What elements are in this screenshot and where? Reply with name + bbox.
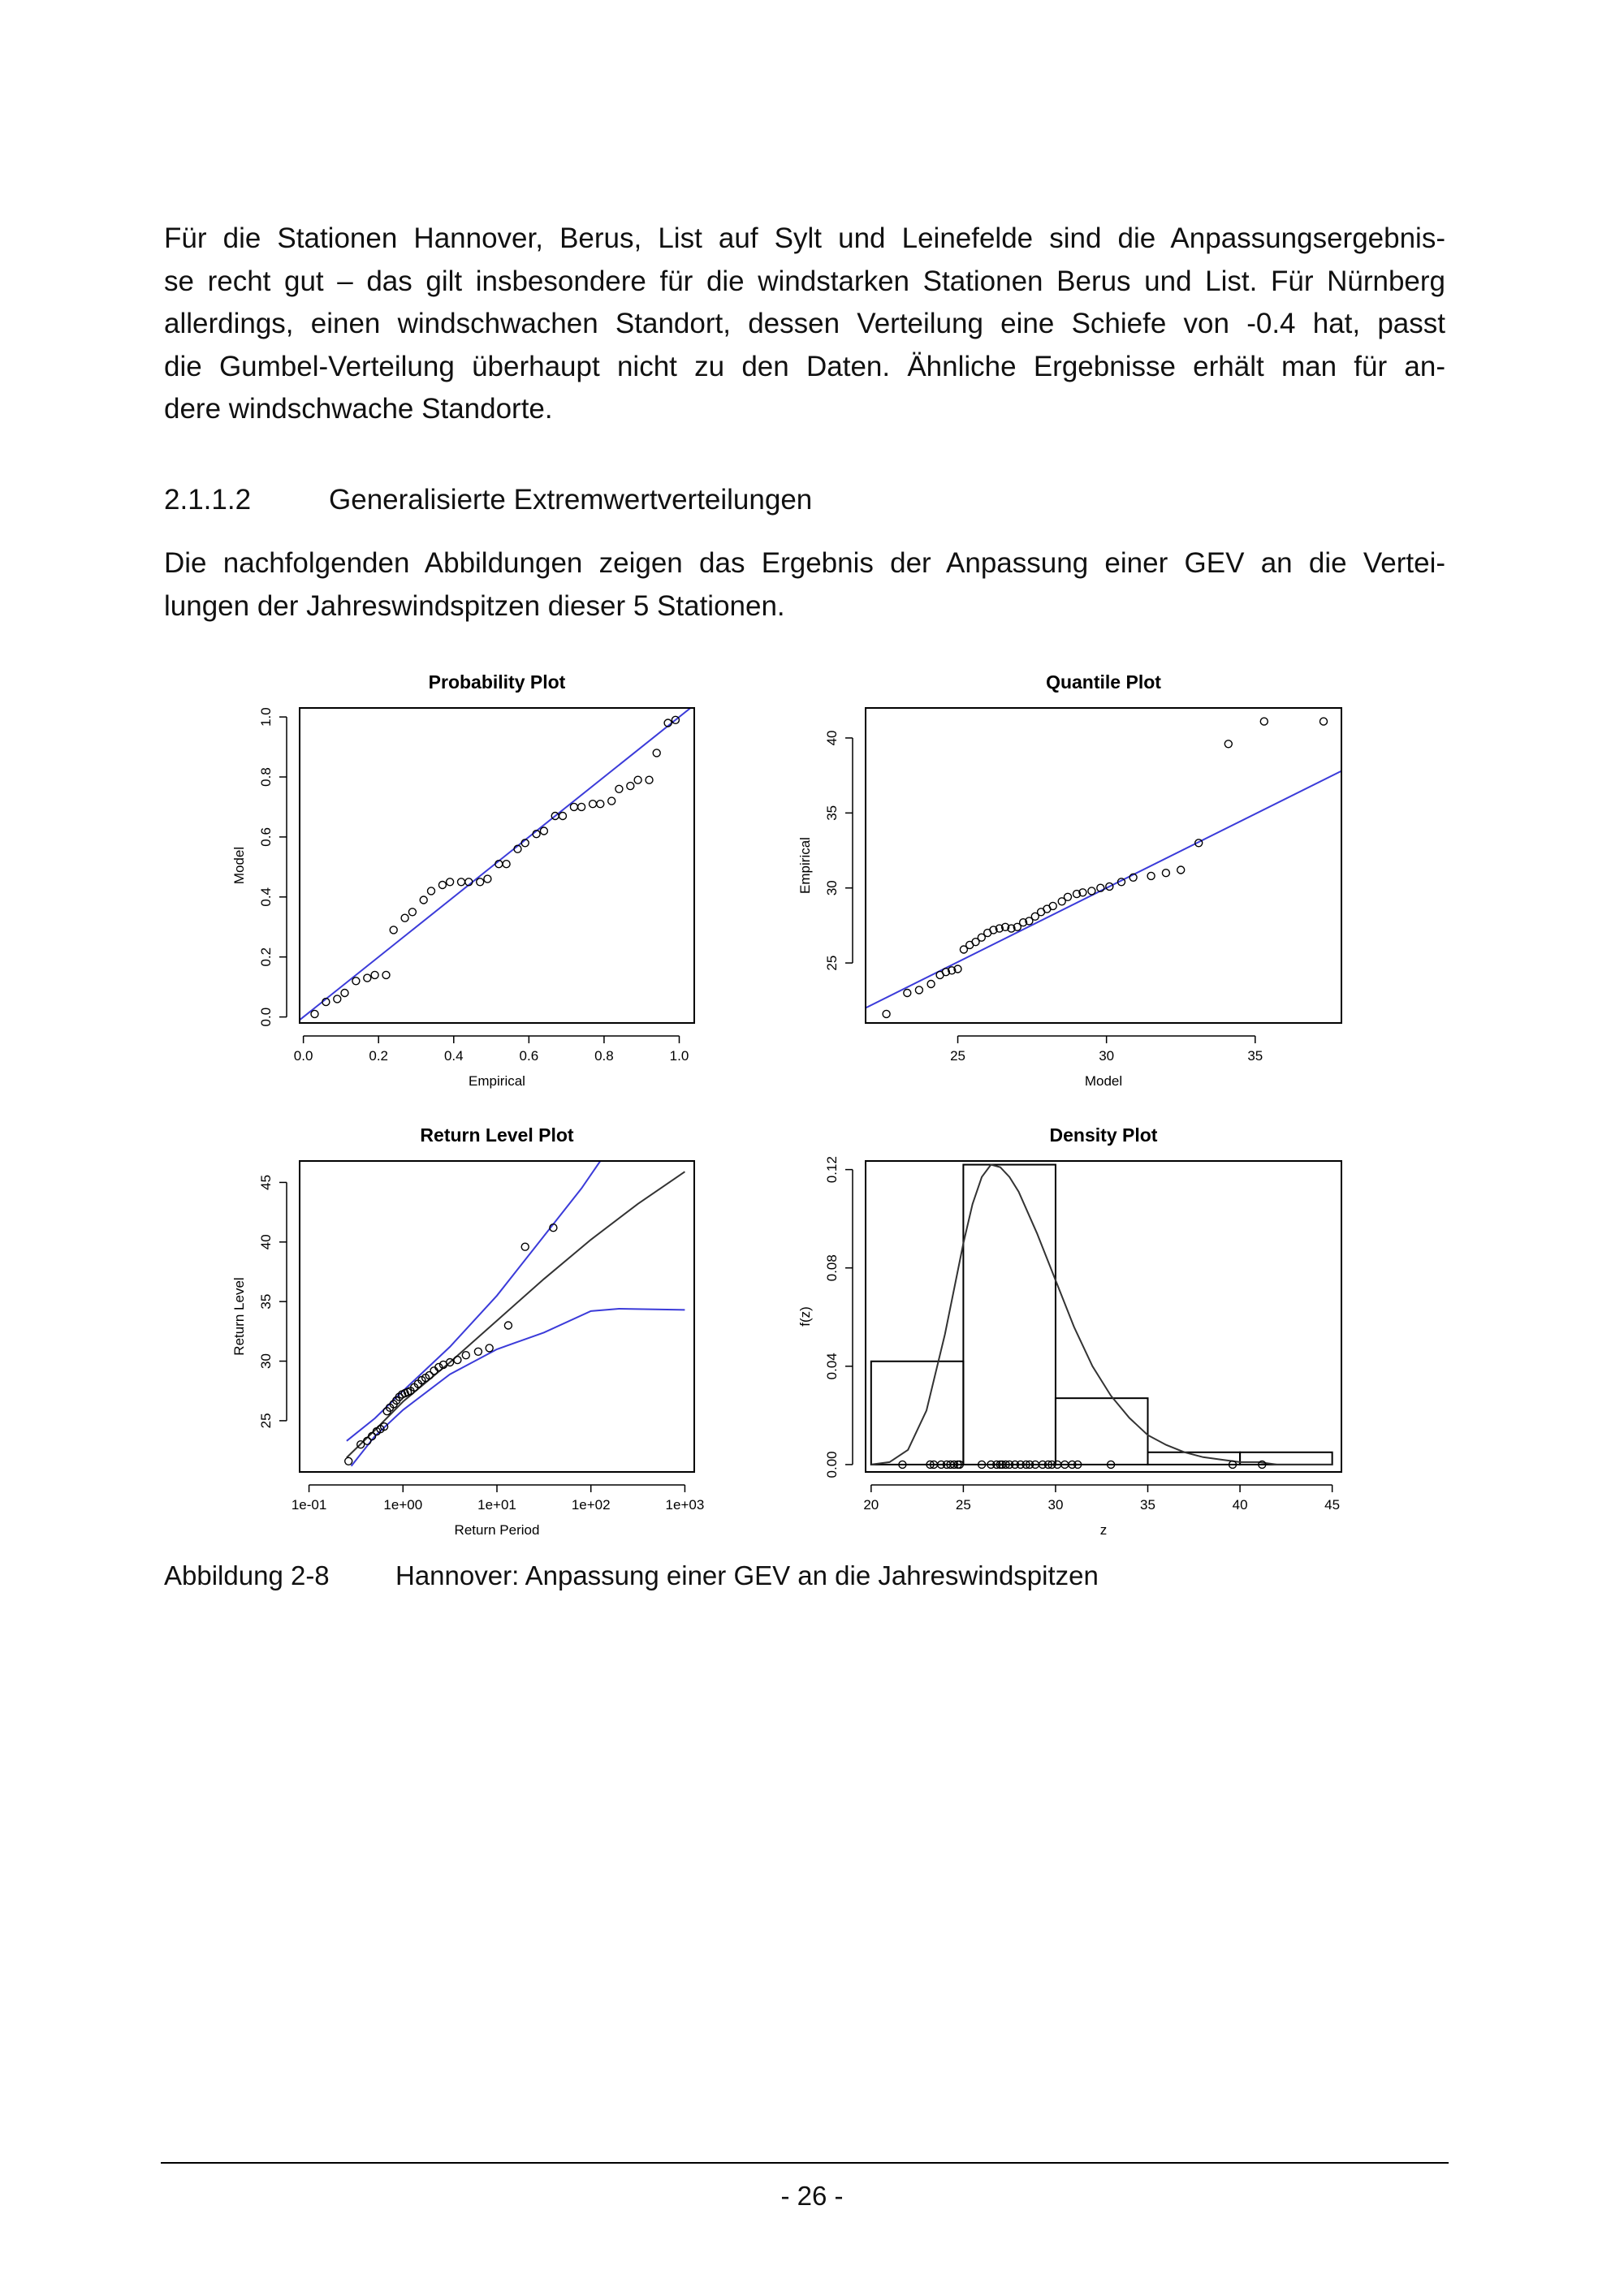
x-tick-label: 0.2: [369, 1048, 389, 1064]
caption-text: Hannover: Anpassung einer GEV an die Jahreswindspitzen: [395, 1560, 1099, 1590]
figure-caption: [164, 1556, 1099, 1595]
data-point: [345, 1457, 352, 1465]
figure-canvas: [219, 654, 1372, 1547]
paragraph-line: dere windschwache Standorte.: [164, 393, 553, 425]
data-point: [1224, 740, 1232, 748]
data-point: [341, 990, 348, 997]
caption-label: Abbildung 2-8: [164, 1560, 330, 1590]
data-point: [1147, 872, 1155, 879]
data-point: [1065, 893, 1072, 900]
x-axis-label: Return Period: [454, 1522, 540, 1538]
x-tick-label: 0.6: [519, 1048, 539, 1064]
plot-quantile: [845, 708, 1341, 1043]
x-tick-label: 25: [950, 1048, 965, 1064]
plot-area: [871, 1165, 1332, 1469]
x-tick-label: 0.4: [443, 1048, 464, 1064]
y-tick-label: 0.4: [258, 887, 274, 907]
plot-title: Density Plot: [1049, 1124, 1158, 1146]
data-point: [438, 882, 446, 889]
plot-frame: [300, 1161, 694, 1472]
x-tick-label: 1e+02: [571, 1497, 611, 1513]
y-tick-label: 0.6: [258, 827, 274, 847]
x-tick-label: 35: [1247, 1048, 1263, 1064]
data-point: [915, 986, 922, 994]
x-tick-label: 30: [1047, 1497, 1064, 1513]
y-tick-label: 0.08: [824, 1254, 840, 1282]
return-level-lower-line: [352, 1309, 685, 1466]
plot-frame: [866, 1161, 1341, 1472]
data-point: [458, 878, 465, 886]
histogram-bar: [1056, 1398, 1148, 1465]
gev-diagnostic-figure: [219, 654, 1372, 1547]
y-axis-label: f(z): [797, 1306, 813, 1327]
x-axis-label: z: [1099, 1522, 1108, 1538]
data-point: [371, 971, 378, 978]
x-tick-label: 30: [1099, 1048, 1115, 1064]
x-tick-label: 20: [863, 1497, 879, 1513]
data-point: [634, 776, 641, 783]
data-point: [1320, 718, 1328, 725]
data-point: [646, 776, 653, 783]
y-tick-label: 0.04: [824, 1353, 840, 1380]
y-tick-label: 30: [258, 1353, 274, 1369]
plot-density: [845, 1161, 1341, 1492]
data-point: [608, 797, 615, 805]
page-number: - 26 -: [780, 2181, 844, 2211]
plot-area: [345, 1161, 685, 1466]
x-tick-label: 1.0: [669, 1048, 689, 1064]
section-title: Generalisierte Extremwertverteilungen: [329, 484, 813, 516]
data-point: [1049, 902, 1056, 909]
data-point: [653, 749, 660, 757]
y-tick-label: 0.2: [258, 947, 274, 967]
y-tick-label: 40: [824, 730, 840, 746]
data-point: [597, 801, 604, 808]
data-point: [334, 995, 341, 1003]
data-point: [311, 1010, 318, 1017]
data-point: [474, 1348, 482, 1355]
y-tick-label: 0.8: [258, 767, 274, 787]
data-point: [927, 981, 935, 988]
y-axis-label: Empirical: [797, 837, 813, 894]
body-paragraph-1: [164, 218, 1445, 431]
data-point: [428, 887, 435, 895]
density-curve: [871, 1165, 1332, 1465]
paragraph-line: Für die Stationen Hannover, Berus, List auf Sylt und Leinefelde sind die Anpassungsergebnis-: [164, 222, 1445, 254]
x-tick-label: 0.0: [293, 1048, 313, 1064]
plot-area: [300, 705, 694, 1020]
data-point: [503, 861, 510, 868]
x-tick-label: 1e+01: [477, 1497, 516, 1513]
data-point: [504, 1322, 512, 1329]
section-number: 2.1.1.2: [164, 484, 252, 516]
paragraph-line: lungen der Jahreswindspitzen dieser 5 Stationen.: [164, 589, 785, 622]
data-point: [477, 878, 484, 886]
x-tick-label: 35: [1140, 1497, 1155, 1513]
y-tick-label: 45: [258, 1174, 274, 1190]
x-tick-label: 45: [1324, 1497, 1341, 1513]
y-tick-label: 35: [824, 805, 840, 821]
data-point: [420, 896, 427, 904]
section-heading: [164, 479, 812, 521]
y-tick-label: 0.12: [824, 1156, 840, 1184]
data-point: [462, 1352, 469, 1359]
data-point: [408, 908, 416, 916]
histogram-bar: [963, 1165, 1056, 1465]
y-tick-label: 35: [258, 1293, 274, 1310]
data-point: [540, 827, 547, 835]
data-point: [1088, 887, 1095, 895]
data-point: [570, 803, 577, 810]
return-level-upper-line: [347, 1161, 600, 1441]
data-point: [904, 990, 911, 997]
y-tick-label: 25: [824, 955, 840, 971]
x-tick-label: 25: [955, 1497, 971, 1513]
plot-title: Return Level Plot: [420, 1124, 574, 1146]
data-point: [352, 978, 360, 985]
x-tick-label: 1e+03: [665, 1497, 705, 1513]
data-point: [578, 803, 585, 810]
data-point: [1162, 870, 1169, 877]
data-point: [1260, 718, 1268, 725]
plot-title: Quantile Plot: [1046, 671, 1161, 693]
plot-probability: [279, 705, 694, 1043]
y-tick-label: 0.0: [258, 1007, 274, 1027]
y-tick-label: 30: [824, 880, 840, 896]
data-point: [615, 785, 623, 792]
x-tick-label: 1e-01: [291, 1497, 327, 1513]
body-paragraph-2: [164, 542, 1445, 628]
data-point: [521, 1243, 529, 1250]
plot-area: [866, 718, 1341, 1017]
y-axis-label: Return Level: [231, 1277, 247, 1356]
x-tick-label: 1e+00: [383, 1497, 423, 1513]
x-tick-label: 0.8: [594, 1048, 614, 1064]
x-axis-label: Empirical: [469, 1073, 525, 1089]
paragraph-line: se recht gut – das gilt insbesondere für die windstarken Stationen Berus und List. Für Nürnberg: [164, 265, 1445, 297]
data-point: [390, 926, 397, 934]
y-tick-label: 25: [258, 1413, 274, 1429]
y-tick-label: 0.00: [824, 1451, 840, 1478]
y-tick-label: 40: [258, 1234, 274, 1250]
y-tick-label: 1.0: [258, 707, 274, 727]
data-point: [627, 783, 634, 790]
fit-line: [300, 705, 694, 1020]
data-point: [382, 971, 390, 978]
plot-return_level: [279, 1161, 694, 1492]
data-point: [883, 1010, 890, 1017]
paragraph-line: Die nachfolgenden Abbildungen zeigen das Ergebnis der Anpassung einer GEV an die Vertei-: [164, 547, 1445, 579]
plot-frame: [300, 708, 694, 1023]
data-point: [447, 878, 454, 886]
data-point: [484, 875, 491, 883]
x-axis-label: Model: [1084, 1073, 1123, 1089]
data-point: [590, 801, 597, 808]
footer-divider: [161, 2162, 1449, 2164]
data-point: [1177, 866, 1185, 874]
paragraph-line: allerdings, einen windschwachen Standort, dessen Verteilung eine Schiefe von -0.4 hat, passt: [164, 308, 1445, 339]
paragraph-line: die Gumbel-Verteilung überhaupt nicht zu den Daten. Ähnliche Ergebnisse erhält man für an-: [164, 350, 1445, 382]
data-point: [454, 1357, 461, 1364]
data-point: [364, 974, 371, 982]
histogram-bar: [871, 1362, 964, 1465]
data-point: [559, 813, 567, 820]
data-point: [401, 914, 408, 921]
data-point: [486, 1344, 493, 1352]
y-axis-label: Model: [231, 846, 247, 885]
plot-title: Probability Plot: [428, 671, 566, 693]
x-tick-label: 40: [1232, 1497, 1248, 1513]
